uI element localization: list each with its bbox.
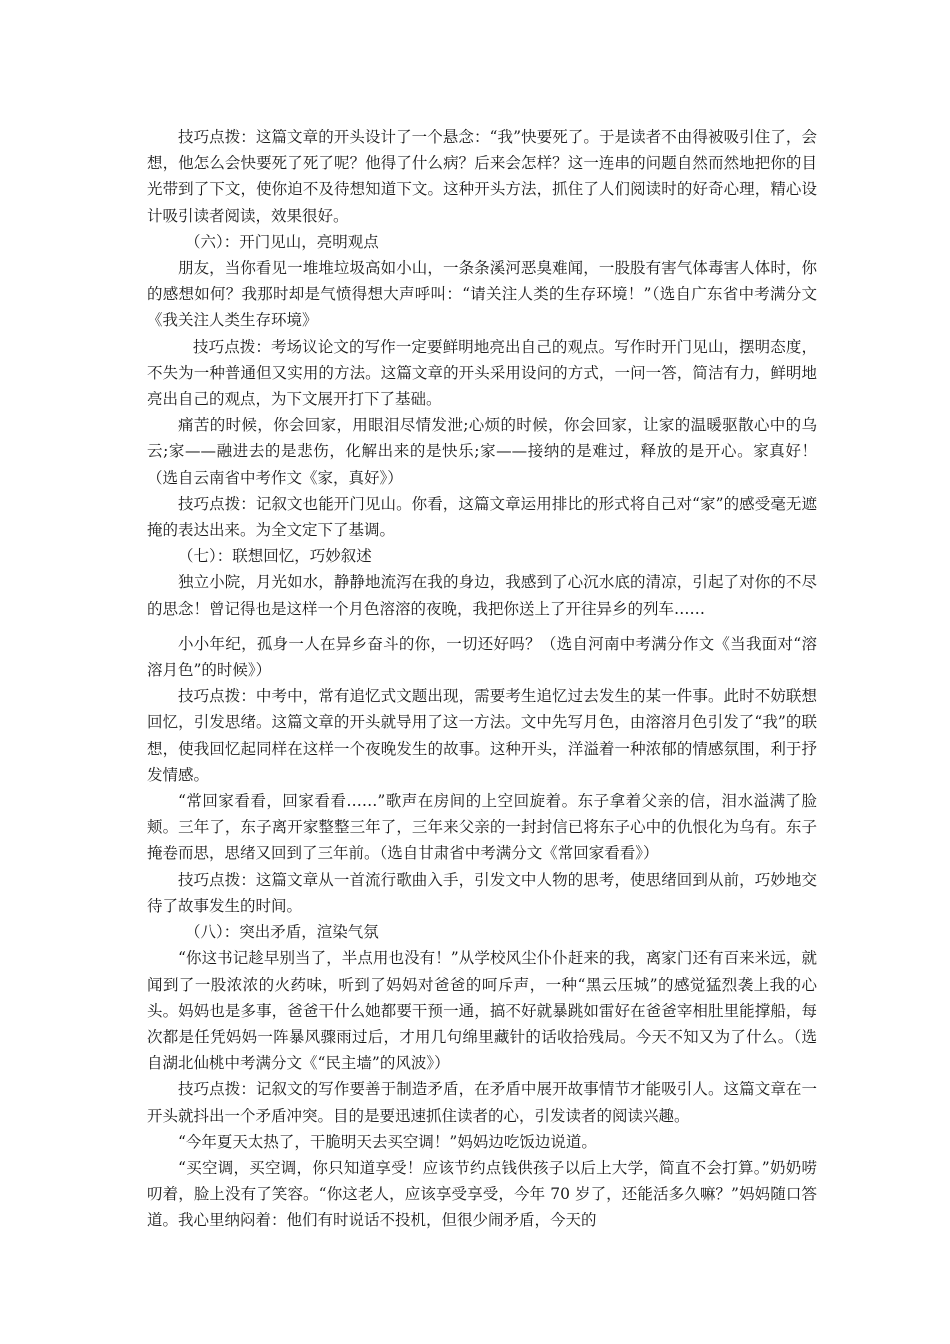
example-paragraph-abroad: 小小年纪，孤身一人在异乡奋斗的你，一切还好吗？（选自河南中考满分作文《当我面对“溶溶月色”的时候》） [147, 634, 817, 680]
document-page [147, 124, 817, 1234]
tip-paragraph-narrative: 技巧点拨：记叙文也能开门见山。你看，这篇文章运用排比的形式将自己对“家”的感受毫无遮掩的表达出来。为全文定下了基调。 [147, 494, 817, 540]
example-paragraph-summer: “今年夏天太热了，干脆明天去买空调！”妈妈边吃饭边说道。 [178, 1132, 597, 1151]
tip-paragraph-suspense: 技巧点拨：这篇文章的开头设计了一个悬念：“我”快要死了。于是读者不由得被吸引住了，会想，他怎么会快要死了死了呢？他得了什么病？后来会怎样？这一连串的问题自然而然地把你的目光带到了下文，使你迫不及待想知道下文。这种开头方法，抓住了人们阅读时的好奇心理，精心设计吸引读者阅读，效果很好。 [147, 128, 817, 225]
example-paragraph-grandma: “买空调，买空调，你只知道享受！应该节约点钱供孩子以后上大学，简直不会打算。”奶奶唠叨着，脸上没有了笑容。“你这老人，应该享受享受，今年 70 岁了，还能活多久嘛？”妈妈随口答道。我心里纳闷着：他们有时说话不投机，但很少闹矛盾，今天的 [147, 1158, 817, 1230]
example-paragraph-environment: 朋友，当你看见一堆堆垃圾高如小山，一条条溪河恶臭难闻，一股股有害气体毒害人体时，你的感想如何？我那时却是气愤得想大声呼叫：“请关注人类的生存环境！”（选自广东省中考满分文《我关注人类生存环境》 [147, 259, 817, 330]
section-heading-7: （七）：联想回忆，巧妙叙述 [178, 547, 372, 566]
tip-paragraph-argument: 技巧点拨：考场议论文的写作一定要鲜明地亮出自己的观点。写作时开门见山，摆明态度，不失为一种普通但又实用的方法。这篇文章的开头采用设问的方式，一问一答，简洁有力，鲜明地亮出自己的观点，为下文展开打下了基础。 [147, 337, 817, 409]
example-paragraph-moonlight: 独立小院，月光如水，静静地流泻在我的身边，我感到了心沉水底的清凉，引起了对你的不尽的思念！曾记得也是这样一个月色溶溶的夜晚，我把你送上了开往异乡的列车…… [147, 573, 817, 618]
example-paragraph-song: “常回家看看，回家看看……”歌声在房间的上空回旋着。东子拿着父亲的信，泪水溢满了脸颊。三年了，东子离开家整整三年了，三年来父亲的一封封信已将东子心中的仇恨化为乌有。东子掩卷而思，思绪又回到了三年前。（选自甘肃省中考满分文《常回家看看》） [147, 792, 817, 863]
section-heading-6: （六）：开门见山，亮明观点 [185, 232, 379, 251]
section-heading-8: （八）：突出矛盾，渲染气氛 [185, 923, 379, 942]
tip-paragraph-song: 技巧点拨：这篇文章从一首流行歌曲入手，引发文中人物的思考，使思绪回到从前，巧妙地交待了故事发生的时间。 [147, 870, 817, 915]
example-paragraph-conflict: “你这书记趁早别当了，半点用也没有！”从学校风尘仆仆赶来的我，离家门还有百来米远，就闻到了一股浓浓的火药味，听到了妈妈对爸爸的呵斥声，一种“黑云压城”的感觉猛烈袭上我的心头。妈妈也是多事，爸爸干什么她都要干预一通，搞不好就暴跳如雷好在爸爸宰相肚里能撑船，每次都是任凭妈妈一阵暴风骤雨过后，才用几句绵里藏针的话收拾残局。今天不知又为了什么。（选自湖北仙桃中考满分文《“民主墙”的风波》） [147, 949, 817, 1073]
tip-paragraph-conflict: 技巧点拨：记叙文的写作要善于制造矛盾，在矛盾中展开故事情节才能吸引人。这篇文章在一开头就抖出一个矛盾冲突。目的是要迅速抓住读者的心，引发读者的阅读兴趣。 [147, 1080, 817, 1125]
example-paragraph-home: 痛苦的时候，你会回家，用眼泪尽情发泄;心烦的时候，你会回家，让家的温暖驱散心中的乌云;家——融进去的是悲伤，化解出来的是快乐;家——接纳的是难过，释放的是开心。家真好！（选自云南省中考作文《家，真好》） [147, 416, 817, 487]
tip-paragraph-recollection: 技巧点拨：中考中，常有追忆式文题出现，需要考生追忆过去发生的某一件事。此时不妨联想回忆，引发思绪。这篇文章的开头就导用了这一方法。文中先写月色，由溶溶月色引发了“我”的联想，使我回忆起同样在这样一个夜晚发生的故事。这种开头，洋溢着一种浓郁的情感氛围，利于抒发情感。 [147, 687, 817, 784]
